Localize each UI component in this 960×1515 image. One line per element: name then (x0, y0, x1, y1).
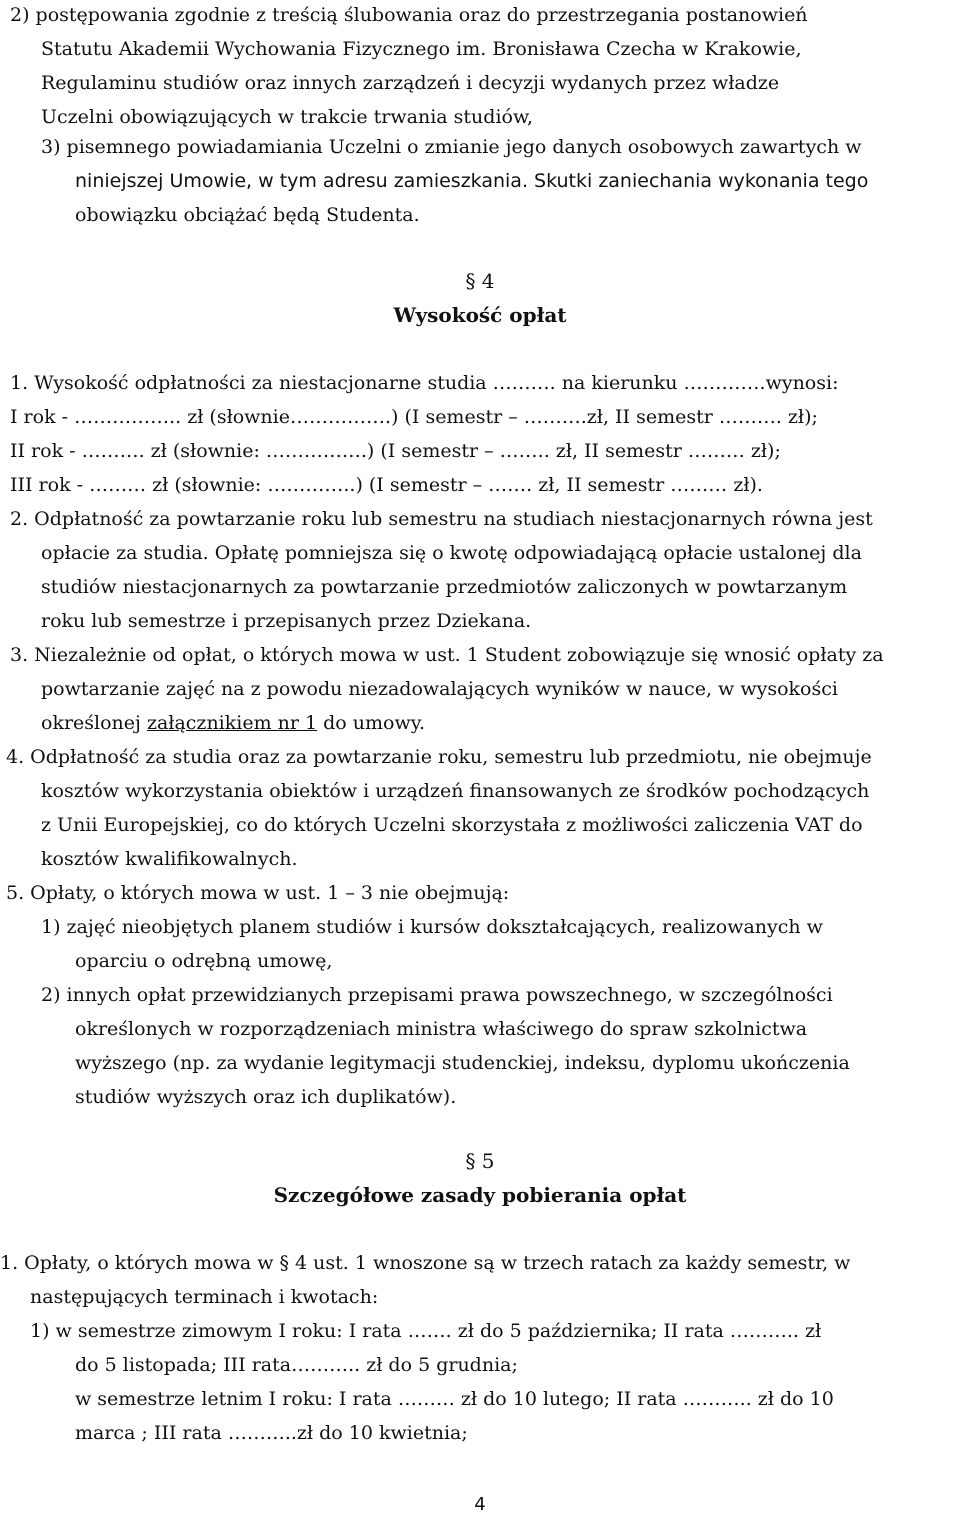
paragraph-line: 4. Odpłatność za studia oraz za powtarzanie roku, semestru lub przedmiotu, nie obejmuje (6, 746, 872, 768)
list-item: określonych w rozporządzeniach ministra właściwego do spraw szkolnictwa (75, 1018, 808, 1040)
paragraph-line (41, 710, 425, 736)
list-item: 1) w semestrze zimowym I roku: I rata ……. zł do 5 października; II rata ……….. zł (30, 1320, 822, 1342)
paragraph-line: kosztów kwalifikowalnych. (41, 848, 298, 870)
text-span: określonej (41, 712, 147, 734)
paragraph-line: opłacie za studia. Opłatę pomniejsza się o kwotę odpowiadającą opłacie ustalonej dla (41, 542, 862, 564)
paragraph-line: następujących terminach i kwotach: (30, 1286, 379, 1308)
attachment-reference: załącznikiem nr 1 (146, 712, 318, 734)
fee-line: II rok - ………. zł (słownie: …………….) (I semestr – …….. zł, II semestr ……… zł); (10, 440, 781, 462)
list-item: 1) zajęć nieobjętych planem studiów i kursów dokształcających, realizowanych w (41, 916, 823, 938)
list-item: studiów wyższych oraz ich duplikatów). (75, 1086, 457, 1108)
paragraph-line: 3. Niezależnie od opłat, o których mowa w ust. 1 Student zobowiązuje się wnosić opłaty za (10, 644, 884, 666)
list-item: w semestrze letnim I roku: I rata ……… zł do 10 lutego; II rata ……….. zł do 10 (75, 1388, 834, 1410)
list-item: oparciu o odrębną umowę, (75, 950, 333, 972)
paragraph-line: 1. Opłaty, o których mowa w § 4 ust. 1 wnoszone są w trzech ratach za każdy semestr, w (0, 1252, 851, 1274)
text-line: obowiązku obciążać będą Studenta. (75, 204, 420, 226)
section-number: § 4 (465, 269, 495, 293)
paragraph-line: roku lub semestrze i przepisanych przez Dziekana. (41, 610, 532, 632)
paragraph-line: kosztów wykorzystania obiektów i urządzeń finansowanych ze środków pochodzących (41, 780, 870, 802)
paragraph-line: powtarzanie zajęć na z powodu niezadowalających wyników w nauce, w wysokości (41, 678, 838, 700)
paragraph-line: 5. Opłaty, o których mowa w ust. 1 – 3 nie obejmują: (6, 882, 510, 904)
text-span: do umowy. (317, 712, 425, 734)
text-line: Statutu Akademii Wychowania Fizycznego im. Bronisława Czecha w Krakowie, (41, 38, 802, 60)
text-line: niniejszej Umowie, w tym adresu zamieszkania. Skutki zaniechania wykonania tego (75, 170, 869, 192)
list-item: 2) innych opłat przewidzianych przepisami prawa powszechnego, w szczególności (41, 984, 833, 1006)
text-line: 2) postępowania zgodnie z treścią ślubowania oraz do przestrzegania postanowień (10, 4, 808, 26)
fee-line: I rok - …………….. zł (słownie…………….) (I semestr – ……….zł, II semestr ………. zł); (10, 406, 818, 428)
text-line: Uczelni obowiązujących w trakcie trwania studiów, (41, 106, 534, 128)
text-line: Regulaminu studiów oraz innych zarządzeń i decyzji wydanych przez władze (41, 72, 780, 94)
text-line: 3) pisemnego powiadamiania Uczelni o zmianie jego danych osobowych zawartych w (41, 136, 862, 158)
list-item: wyższego (np. za wydanie legitymacji studenckiej, indeksu, dyplomu ukończenia (75, 1052, 850, 1074)
list-item: do 5 listopada; III rata……….. zł do 5 grudnia; (75, 1354, 518, 1376)
section-number: § 5 (465, 1149, 495, 1173)
list-item: marca ; III rata ………..zł do 10 kwietnia; (75, 1422, 468, 1444)
page-number: 4 (474, 1494, 486, 1515)
section-title: Szczegółowe zasady pobierania opłat (273, 1183, 687, 1207)
paragraph-line: z Unii Europejskiej, co do których Uczelni skorzystała z możliwości zaliczenia VAT do (41, 814, 863, 836)
section-title: Wysokość opłat (393, 303, 567, 327)
fee-line: III rok - ……… zł (słownie: …………..) (I semestr – ……. zł, II semestr ……… zł). (10, 474, 763, 496)
paragraph-line: 2. Odpłatność za powtarzanie roku lub semestru na studiach niestacjonarnych równa jest (10, 508, 873, 530)
paragraph-line: studiów niestacjonarnych za powtarzanie przedmiotów zaliczonych w powtarzanym (41, 576, 848, 598)
fee-line: 1. Wysokość odpłatności za niestacjonarne studia ………. na kierunku ………….wynosi: (10, 372, 839, 394)
